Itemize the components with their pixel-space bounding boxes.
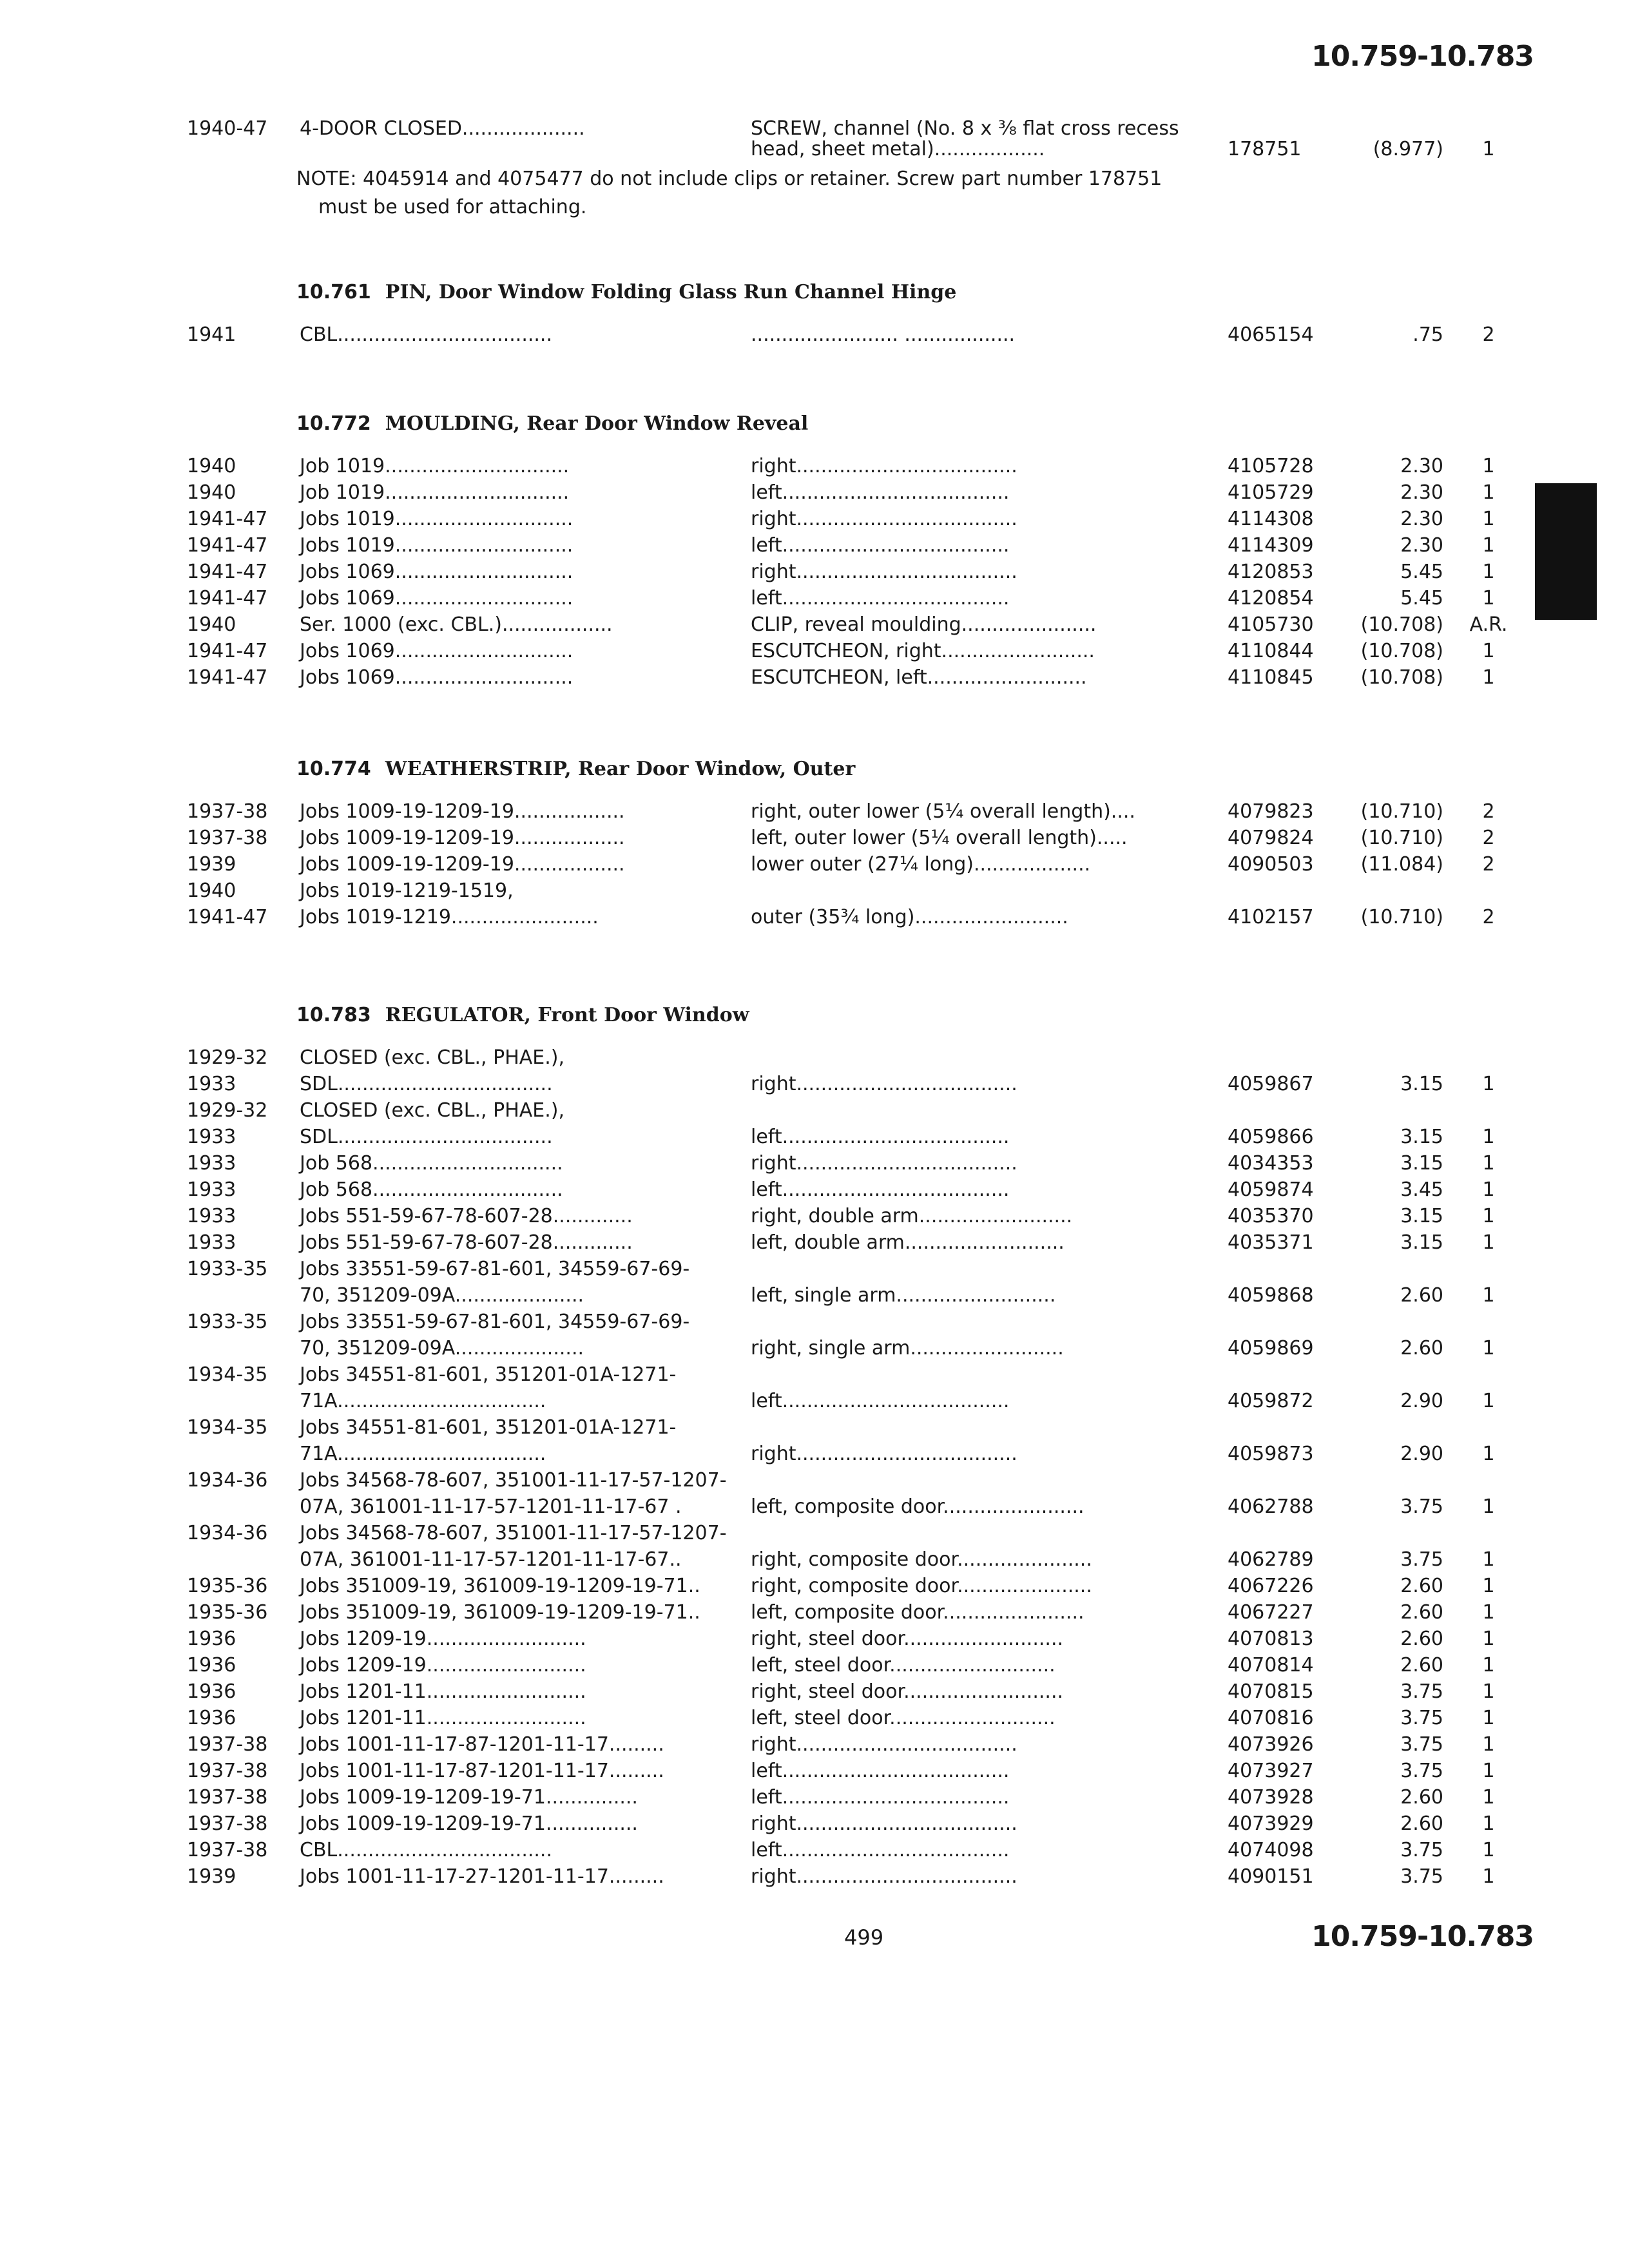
cell-qty: 1: [1482, 1786, 1495, 1809]
cell-qty: 1: [1482, 1812, 1495, 1835]
cell-body: Jobs 1009-19-1209-19..................: [300, 853, 625, 876]
cell-desc: left, steel door...........................: [751, 1654, 1055, 1677]
cell-desc: left, steel door...........................: [751, 1707, 1055, 1729]
cell-body: Job 568...............................: [300, 1152, 563, 1175]
cell-desc: outer (35¾ long).........................: [751, 906, 1068, 928]
cell-part: 4114309: [1228, 534, 1314, 557]
cell-group: 3.15: [1400, 1073, 1443, 1095]
cell-qty: 1: [1482, 1628, 1495, 1650]
cell-year: 1937-38: [187, 800, 268, 823]
cell-body: Jobs 1009-19-1209-19..................: [300, 827, 625, 849]
cell-body: Jobs 1069.............................: [300, 640, 574, 662]
section-title: WEATHERSTRIP, Rear Door Window, Outer: [385, 758, 856, 780]
cell-body: 07A, 361001-11-17-57-1201-11-17-67..: [300, 1548, 682, 1571]
cell-part: 4105728: [1228, 455, 1314, 477]
cell-qty: 1: [1482, 1152, 1495, 1175]
cell-qty: 1: [1482, 1707, 1495, 1729]
cell-year: 1939: [187, 1865, 236, 1888]
cell-body: SDL...................................: [300, 1126, 553, 1148]
cell-year: 1941-47: [187, 640, 268, 662]
cell-desc: ESCUTCHEON, right.........................: [751, 640, 1095, 662]
cell-part: 4035371: [1228, 1231, 1314, 1254]
cell-part: 4059869: [1228, 1337, 1314, 1360]
cell-group: (11.084): [1360, 853, 1443, 876]
cell-desc: left.....................................: [751, 1178, 1010, 1201]
cell-year: 1940-47: [187, 117, 268, 140]
cell-body: Job 1019..............................: [300, 455, 570, 477]
cell-year: 1934-35: [187, 1416, 268, 1439]
cell-group: 2.60: [1400, 1628, 1443, 1650]
cell-group: 5.45: [1400, 587, 1443, 610]
cell-qty: 1: [1482, 455, 1495, 477]
cell-qty: 1: [1482, 587, 1495, 610]
cell-part: 4102157: [1228, 906, 1314, 928]
cell-qty: 1: [1482, 138, 1495, 160]
cell-desc: right, composite door......................: [751, 1575, 1092, 1597]
cell-year: 1937-38: [187, 1812, 268, 1835]
cell-qty: 1: [1482, 1073, 1495, 1095]
cell-year: 1936: [187, 1680, 236, 1703]
cell-desc: right, composite door......................: [751, 1548, 1092, 1571]
cell-body: Jobs 34568-78-607, 351001-11-17-57-1207-: [300, 1469, 727, 1492]
cell-part: 4120854: [1228, 587, 1314, 610]
cell-body: Jobs 1209-19..........................: [300, 1654, 586, 1677]
cell-body: Jobs 1019-1219........................: [300, 906, 599, 928]
cell-body: Jobs 1069.............................: [300, 561, 574, 583]
cell-year: 1941: [187, 323, 236, 346]
cell-body: Jobs 1201-11..........................: [300, 1707, 586, 1729]
cell-body: Jobs 351009-19, 361009-19-1209-19-71..: [300, 1575, 700, 1597]
cell-body: Jobs 34568-78-607, 351001-11-17-57-1207-: [300, 1522, 727, 1544]
cell-part: 4067226: [1228, 1575, 1314, 1597]
cell-part: 4110844: [1228, 640, 1314, 662]
cell-desc: left.....................................: [751, 481, 1010, 504]
cell-body: 07A, 361001-11-17-57-1201-11-17-67 .: [300, 1495, 682, 1518]
cell-group: (8.977): [1373, 138, 1443, 160]
cell-year: 1941-47: [187, 906, 268, 928]
cell-body: Jobs 351009-19, 361009-19-1209-19-71..: [300, 1601, 700, 1624]
cell-part: 4105729: [1228, 481, 1314, 504]
cell-qty: 1: [1482, 666, 1495, 689]
cell-part: 4090151: [1228, 1865, 1314, 1888]
section-number: 10.774: [296, 758, 371, 780]
cell-group: 2.90: [1400, 1390, 1443, 1412]
cell-body: Jobs 1019-1219-1519,: [300, 879, 514, 902]
cell-part: 4070813: [1228, 1628, 1314, 1650]
cell-desc: SCREW, channel (No. 8 x ⅜ flat cross recess: [751, 117, 1179, 140]
note-line-2: must be used for attaching.: [318, 196, 587, 218]
cell-desc: head, sheet metal)..................: [751, 138, 1045, 160]
cell-group: (10.708): [1360, 613, 1443, 636]
cell-desc: left, double arm..........................: [751, 1231, 1065, 1254]
cell-group: 3.15: [1400, 1205, 1443, 1227]
cell-group: 3.75: [1400, 1495, 1443, 1518]
cell-qty: 1: [1482, 1680, 1495, 1703]
section-heading: [296, 281, 956, 303]
cell-body: 4-DOOR CLOSED....................: [300, 117, 585, 140]
cell-desc: right, steel door..........................: [751, 1628, 1064, 1650]
cell-group: 3.75: [1400, 1865, 1443, 1888]
cell-year: 1933: [187, 1126, 236, 1148]
cell-desc: left, composite door.......................: [751, 1601, 1084, 1624]
cell-group: (10.708): [1360, 666, 1443, 689]
cell-year: 1937-38: [187, 1760, 268, 1782]
cell-desc: left, composite door.......................: [751, 1495, 1084, 1518]
cell-body: Jobs 1001-11-17-87-1201-11-17.........: [300, 1733, 664, 1756]
cell-year: 1939: [187, 853, 236, 876]
cell-qty: 2: [1482, 853, 1495, 876]
cell-year: 1941-47: [187, 587, 268, 610]
cell-part: 4079824: [1228, 827, 1314, 849]
cell-qty: 2: [1482, 323, 1495, 346]
cell-desc: left.....................................: [751, 1786, 1010, 1809]
cell-part: 4114308: [1228, 508, 1314, 530]
cell-desc: right....................................: [751, 1152, 1017, 1175]
cell-body: Job 1019..............................: [300, 481, 570, 504]
cell-year: 1933: [187, 1178, 236, 1201]
cell-body: Jobs 1019.............................: [300, 534, 574, 557]
cell-desc: left.....................................: [751, 1390, 1010, 1412]
cell-body: Job 568...............................: [300, 1178, 563, 1201]
cell-group: 2.60: [1400, 1601, 1443, 1624]
cell-part: 4073926: [1228, 1733, 1314, 1756]
page-number: 499: [844, 1925, 884, 1950]
cell-year: 1937-38: [187, 1839, 268, 1861]
cell-body: Jobs 33551-59-67-81-601, 34559-67-69-: [300, 1258, 690, 1280]
cell-desc: right, double arm.........................: [751, 1205, 1073, 1227]
cell-qty: A.R.: [1469, 613, 1508, 636]
cell-body: Jobs 1069.............................: [300, 666, 574, 689]
cell-body: Jobs 1209-19..........................: [300, 1628, 586, 1650]
cell-year: 1941-47: [187, 508, 268, 530]
cell-body: Jobs 1009-19-1209-19..................: [300, 800, 625, 823]
cell-part: 4070816: [1228, 1707, 1314, 1729]
cell-part: 4059867: [1228, 1073, 1314, 1095]
cell-desc: CLIP, reveal moulding......................: [751, 613, 1097, 636]
cell-group: 3.75: [1400, 1548, 1443, 1571]
cell-qty: 2: [1482, 800, 1495, 823]
section-title: MOULDING, Rear Door Window Reveal: [385, 412, 809, 435]
cell-body: Jobs 33551-59-67-81-601, 34559-67-69-: [300, 1311, 690, 1333]
cell-desc: left.....................................: [751, 1839, 1010, 1861]
cell-group: 3.75: [1400, 1760, 1443, 1782]
cell-desc: right....................................: [751, 1733, 1017, 1756]
section-title: REGULATOR, Front Door Window: [385, 1004, 749, 1026]
note-text: [296, 165, 1231, 222]
cell-year: 1937-38: [187, 827, 268, 849]
section-heading: [296, 758, 855, 780]
cell-part: 4059868: [1228, 1284, 1314, 1307]
cell-qty: 1: [1482, 1601, 1495, 1624]
cell-year: 1934-36: [187, 1469, 268, 1492]
cell-desc: right, outer lower (5¼ overall length)....: [751, 800, 1135, 823]
cell-group: 3.15: [1400, 1152, 1443, 1175]
cell-year: 1937-38: [187, 1733, 268, 1756]
cell-body: 70, 351209-09A.....................: [300, 1284, 584, 1307]
cell-year: 1941-47: [187, 561, 268, 583]
cell-desc: right, steel door..........................: [751, 1680, 1064, 1703]
cell-part: 4105730: [1228, 613, 1314, 636]
cell-year: 1941-47: [187, 534, 268, 557]
cell-body: CBL...................................: [300, 1839, 553, 1861]
cell-group: (10.708): [1360, 640, 1443, 662]
cell-body: CLOSED (exc. CBL., PHAE.),: [300, 1046, 565, 1069]
cell-body: 71A..................................: [300, 1443, 546, 1465]
cell-group: 2.60: [1400, 1654, 1443, 1677]
cell-body: Jobs 1019.............................: [300, 508, 574, 530]
cell-desc: left.....................................: [751, 1126, 1010, 1148]
cell-group: 3.15: [1400, 1126, 1443, 1148]
cell-group: 2.60: [1400, 1284, 1443, 1307]
cell-group: 2.60: [1400, 1786, 1443, 1809]
cell-part: 4074098: [1228, 1839, 1314, 1861]
cell-group: 5.45: [1400, 561, 1443, 583]
cell-group: 2.60: [1400, 1337, 1443, 1360]
section-title: PIN, Door Window Folding Glass Run Channel Hinge: [385, 281, 957, 303]
cell-group: 3.75: [1400, 1707, 1443, 1729]
cell-group: 2.90: [1400, 1443, 1443, 1465]
cell-part: 4065154: [1228, 323, 1314, 346]
cell-body: CLOSED (exc. CBL., PHAE.),: [300, 1099, 565, 1122]
cell-group: 2.30: [1400, 481, 1443, 504]
cell-body: Jobs 34551-81-601, 351201-01A-1271-: [300, 1363, 677, 1386]
cell-desc: right....................................: [751, 455, 1017, 477]
cell-qty: 1: [1482, 1839, 1495, 1861]
cell-desc: right....................................: [751, 1073, 1017, 1095]
cell-body: Jobs 551-59-67-78-607-28.............: [300, 1205, 633, 1227]
cell-qty: 1: [1482, 1284, 1495, 1307]
cell-part: 178751: [1228, 138, 1302, 160]
cell-part: 4090503: [1228, 853, 1314, 876]
cell-group: .75: [1412, 323, 1443, 346]
cell-part: 4073929: [1228, 1812, 1314, 1835]
cell-qty: 1: [1482, 1865, 1495, 1888]
cell-year: 1934-36: [187, 1522, 268, 1544]
cell-qty: 1: [1482, 1495, 1495, 1518]
cell-qty: 1: [1482, 1760, 1495, 1782]
cell-qty: 1: [1482, 1178, 1495, 1201]
cell-group: 3.75: [1400, 1680, 1443, 1703]
cell-group: 3.15: [1400, 1231, 1443, 1254]
cell-year: 1934-35: [187, 1363, 268, 1386]
cell-qty: 1: [1482, 640, 1495, 662]
cell-group: (10.710): [1360, 906, 1443, 928]
cell-desc: left.....................................: [751, 587, 1010, 610]
cell-body: Jobs 1009-19-1209-19-71...............: [300, 1812, 638, 1835]
cell-year: 1929-32: [187, 1046, 268, 1069]
cell-body: 71A..................................: [300, 1390, 546, 1412]
section-heading: [296, 412, 808, 435]
cell-desc: right, single arm.........................: [751, 1337, 1064, 1360]
cell-desc: lower outer (27¼ long)...................: [751, 853, 1091, 876]
section-number: 10.783: [296, 1004, 371, 1026]
cell-qty: 1: [1482, 1548, 1495, 1571]
cell-body: Jobs 1001-11-17-27-1201-11-17.........: [300, 1865, 664, 1888]
cell-desc: ........................ ..................: [751, 323, 1016, 346]
cell-body: Jobs 1009-19-1209-19-71...............: [300, 1786, 638, 1809]
cell-qty: 1: [1482, 1231, 1495, 1254]
cell-desc: right....................................: [751, 508, 1017, 530]
cell-desc: right....................................: [751, 1865, 1017, 1888]
cell-desc: left.....................................: [751, 534, 1010, 557]
cell-group: 2.30: [1400, 455, 1443, 477]
cell-qty: 2: [1482, 906, 1495, 928]
cell-year: 1936: [187, 1654, 236, 1677]
cell-year: 1940: [187, 879, 236, 902]
cell-body: Jobs 1201-11..........................: [300, 1680, 586, 1703]
cell-qty: 1: [1482, 1733, 1495, 1756]
cell-year: 1940: [187, 613, 236, 636]
cell-part: 4073928: [1228, 1786, 1314, 1809]
cell-body: Jobs 551-59-67-78-607-28.............: [300, 1231, 633, 1254]
cell-part: 4059874: [1228, 1178, 1314, 1201]
cell-part: 4062788: [1228, 1495, 1314, 1518]
cell-group: 3.45: [1400, 1178, 1443, 1201]
cell-year: 1940: [187, 481, 236, 504]
cell-year: 1933-35: [187, 1258, 268, 1280]
cell-qty: 1: [1482, 1126, 1495, 1148]
cell-desc: right....................................: [751, 561, 1017, 583]
cell-part: 4067227: [1228, 1601, 1314, 1624]
cell-year: 1936: [187, 1707, 236, 1729]
cell-qty: 1: [1482, 534, 1495, 557]
cell-body: 70, 351209-09A.....................: [300, 1337, 584, 1360]
note-line-1: NOTE: 4045914 and 4075477 do not include clips or retainer. Screw part number 178751: [296, 168, 1162, 190]
cell-qty: 1: [1482, 1390, 1495, 1412]
cell-part: 4059873: [1228, 1443, 1314, 1465]
cell-year: 1933-35: [187, 1311, 268, 1333]
cell-body: Jobs 1069.............................: [300, 587, 574, 610]
cell-group: 3.75: [1400, 1839, 1443, 1861]
cell-part: 4070814: [1228, 1654, 1314, 1677]
cell-desc: left, outer lower (5¼ overall length).....: [751, 827, 1128, 849]
cell-year: 1936: [187, 1628, 236, 1650]
cell-qty: 1: [1482, 561, 1495, 583]
cell-part: 4110845: [1228, 666, 1314, 689]
cell-qty: 1: [1482, 1443, 1495, 1465]
cell-part: 4079823: [1228, 800, 1314, 823]
cell-body: CBL...................................: [300, 323, 553, 346]
cell-part: 4070815: [1228, 1680, 1314, 1703]
cell-qty: 1: [1482, 1654, 1495, 1677]
cell-group: 2.30: [1400, 508, 1443, 530]
cell-year: 1933: [187, 1205, 236, 1227]
cell-qty: 1: [1482, 481, 1495, 504]
cell-year: 1933: [187, 1231, 236, 1254]
section-heading: [296, 1004, 749, 1026]
cell-body: Jobs 34551-81-601, 351201-01A-1271-: [300, 1416, 677, 1439]
cell-desc: right....................................: [751, 1812, 1017, 1835]
cell-qty: 1: [1482, 1575, 1495, 1597]
page-range-footer: 10.759-10.783: [1311, 1920, 1534, 1953]
cell-year: 1941-47: [187, 666, 268, 689]
cell-qty: 1: [1482, 508, 1495, 530]
cell-qty: 1: [1482, 1337, 1495, 1360]
cell-part: 4034353: [1228, 1152, 1314, 1175]
cell-year: 1933: [187, 1073, 236, 1095]
cell-year: 1940: [187, 455, 236, 477]
cell-desc: left, single arm..........................: [751, 1284, 1056, 1307]
cell-group: 3.75: [1400, 1733, 1443, 1756]
cell-part: 4062789: [1228, 1548, 1314, 1571]
cell-group: 2.60: [1400, 1575, 1443, 1597]
cell-qty: 2: [1482, 827, 1495, 849]
cell-part: 4035370: [1228, 1205, 1314, 1227]
cell-group: 2.30: [1400, 534, 1443, 557]
cell-year: 1935-36: [187, 1575, 268, 1597]
cell-desc: right....................................: [751, 1443, 1017, 1465]
thumb-index-tab: [1535, 483, 1597, 620]
cell-desc: left.....................................: [751, 1760, 1010, 1782]
page-range-header: 10.759-10.783: [1311, 40, 1534, 73]
cell-part: 4059872: [1228, 1390, 1314, 1412]
section-number: 10.761: [296, 281, 371, 303]
cell-year: 1935-36: [187, 1601, 268, 1624]
cell-part: 4059866: [1228, 1126, 1314, 1148]
cell-part: 4120853: [1228, 561, 1314, 583]
cell-desc: ESCUTCHEON, left..........................: [751, 666, 1087, 689]
cell-year: 1937-38: [187, 1786, 268, 1809]
cell-body: Ser. 1000 (exc. CBL.)..................: [300, 613, 613, 636]
cell-part: 4073927: [1228, 1760, 1314, 1782]
cell-group: (10.710): [1360, 800, 1443, 823]
cell-qty: 1: [1482, 1205, 1495, 1227]
cell-group: 2.60: [1400, 1812, 1443, 1835]
cell-body: Jobs 1001-11-17-87-1201-11-17.........: [300, 1760, 664, 1782]
section-number: 10.772: [296, 412, 371, 435]
cell-year: 1929-32: [187, 1099, 268, 1122]
cell-body: SDL...................................: [300, 1073, 553, 1095]
cell-group: (10.710): [1360, 827, 1443, 849]
cell-year: 1933: [187, 1152, 236, 1175]
